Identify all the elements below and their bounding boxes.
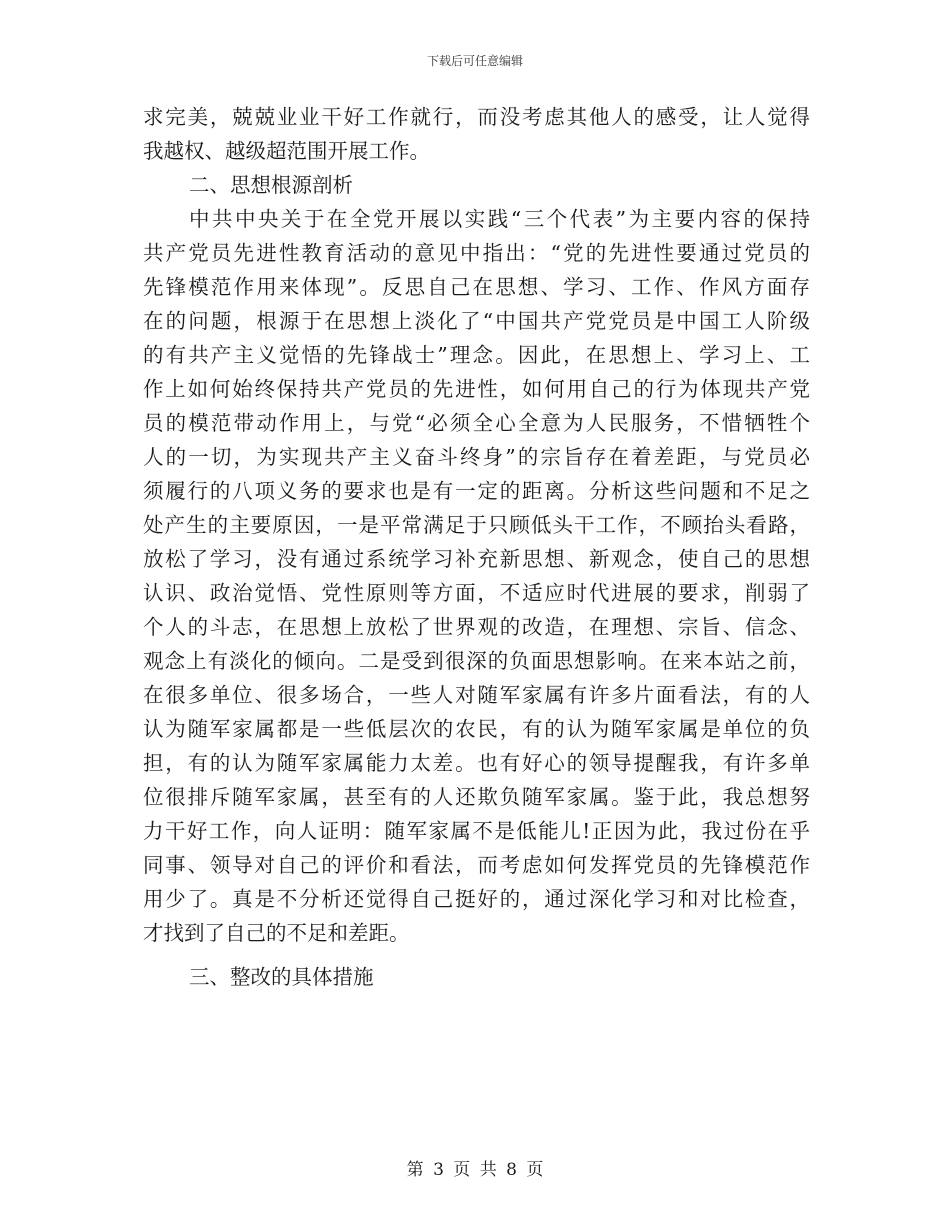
text-line: 位很排斥随军家属，甚至有的人还欺负随军家属。鉴于此，我总想努 xyxy=(143,785,810,809)
text-line: 须履行的八项义务的要求也是有一定的距离。分析这些问题和不足之 xyxy=(143,479,810,503)
text-line: 求完美，兢兢业业干好工作就行，而没考虑其他人的感受，让人觉得 xyxy=(143,105,810,129)
text-line: 先锋模范作用来体现”。反思自己在思想、学习、工作、作风方面存 xyxy=(143,275,810,299)
text-line: 共产党员先进性教育活动的意见中指出：“党的先进性要通过党员的 xyxy=(143,241,810,265)
paragraph-2 xyxy=(143,202,810,950)
text-line: 中共中央关于在全党开展以实践“三个代表”为主要内容的保持 xyxy=(189,207,810,231)
text-line: 员的模范带动作用上，与党“必须全心全意为人民服务，不惜牺牲个 xyxy=(143,411,810,435)
text-line: 用少了。真是不分析还觉得自己挺好的，通过深化学习和对比检查， xyxy=(143,887,810,911)
text-line: 同事、领导对自己的评价和看法，而考虑如何发挥党员的先锋模范作 xyxy=(143,853,810,877)
text-line: 在很多单位、很多场合，一些人对随军家属有许多片面看法，有的人 xyxy=(143,683,810,707)
text-line: 个人的斗志，在思想上放松了世界观的改造，在理想、宗旨、信念、 xyxy=(143,615,810,639)
page-header: 下载后可任意编辑 xyxy=(426,54,523,68)
text-line: 我越权、越级超范围开展工作。 xyxy=(143,139,430,163)
paragraph-1 xyxy=(143,100,810,168)
text-line: 力干好工作，向人证明：随军家属不是低能儿!正因为此，我过份在乎 xyxy=(143,819,810,843)
text-line: 认识、政治觉悟、党性原则等方面，不适应时代进展的要求，削弱了 xyxy=(143,581,810,605)
text-line: 观念上有淡化的倾向。二是受到很深的负面思想影响。在来本站之前， xyxy=(143,649,810,673)
text-line: 的有共产主义觉悟的先锋战士”理念。因此，在思想上、学习上、工 xyxy=(143,343,810,367)
text-line: 作上如何始终保持共产党员的先进性，如何用自己的行为体现共产党 xyxy=(143,377,810,401)
document-body xyxy=(143,100,810,994)
text-line: 处产生的主要原因，一是平常满足于只顾低头干工作，不顾抬头看路， xyxy=(143,513,810,537)
text-line: 认为随军家属都是一些低层次的农民，有的认为随军家属是单位的负 xyxy=(143,717,810,741)
text-line: 才找到了自己的不足和差距。 xyxy=(143,921,410,945)
text-line: 在的问题，根源于在思想上淡化了“中国共产党党员是中国工人阶级 xyxy=(143,309,810,333)
text-line: 人的一切，为实现共产主义奋斗终身”的宗旨存在着差距，与党员必 xyxy=(143,445,810,469)
text-line: 担，有的认为随军家属能力太差。也有好心的领导提醒我，有许多单 xyxy=(143,751,810,775)
page-footer: 第 3 页 共 8 页 xyxy=(406,1160,544,1180)
section-heading-2: 二、思想根源剖析 xyxy=(189,173,353,197)
text-line: 放松了学习，没有通过系统学习补充新思想、新观念，使自己的思想 xyxy=(143,547,810,571)
section-heading-3: 三、整改的具体措施 xyxy=(189,965,374,989)
